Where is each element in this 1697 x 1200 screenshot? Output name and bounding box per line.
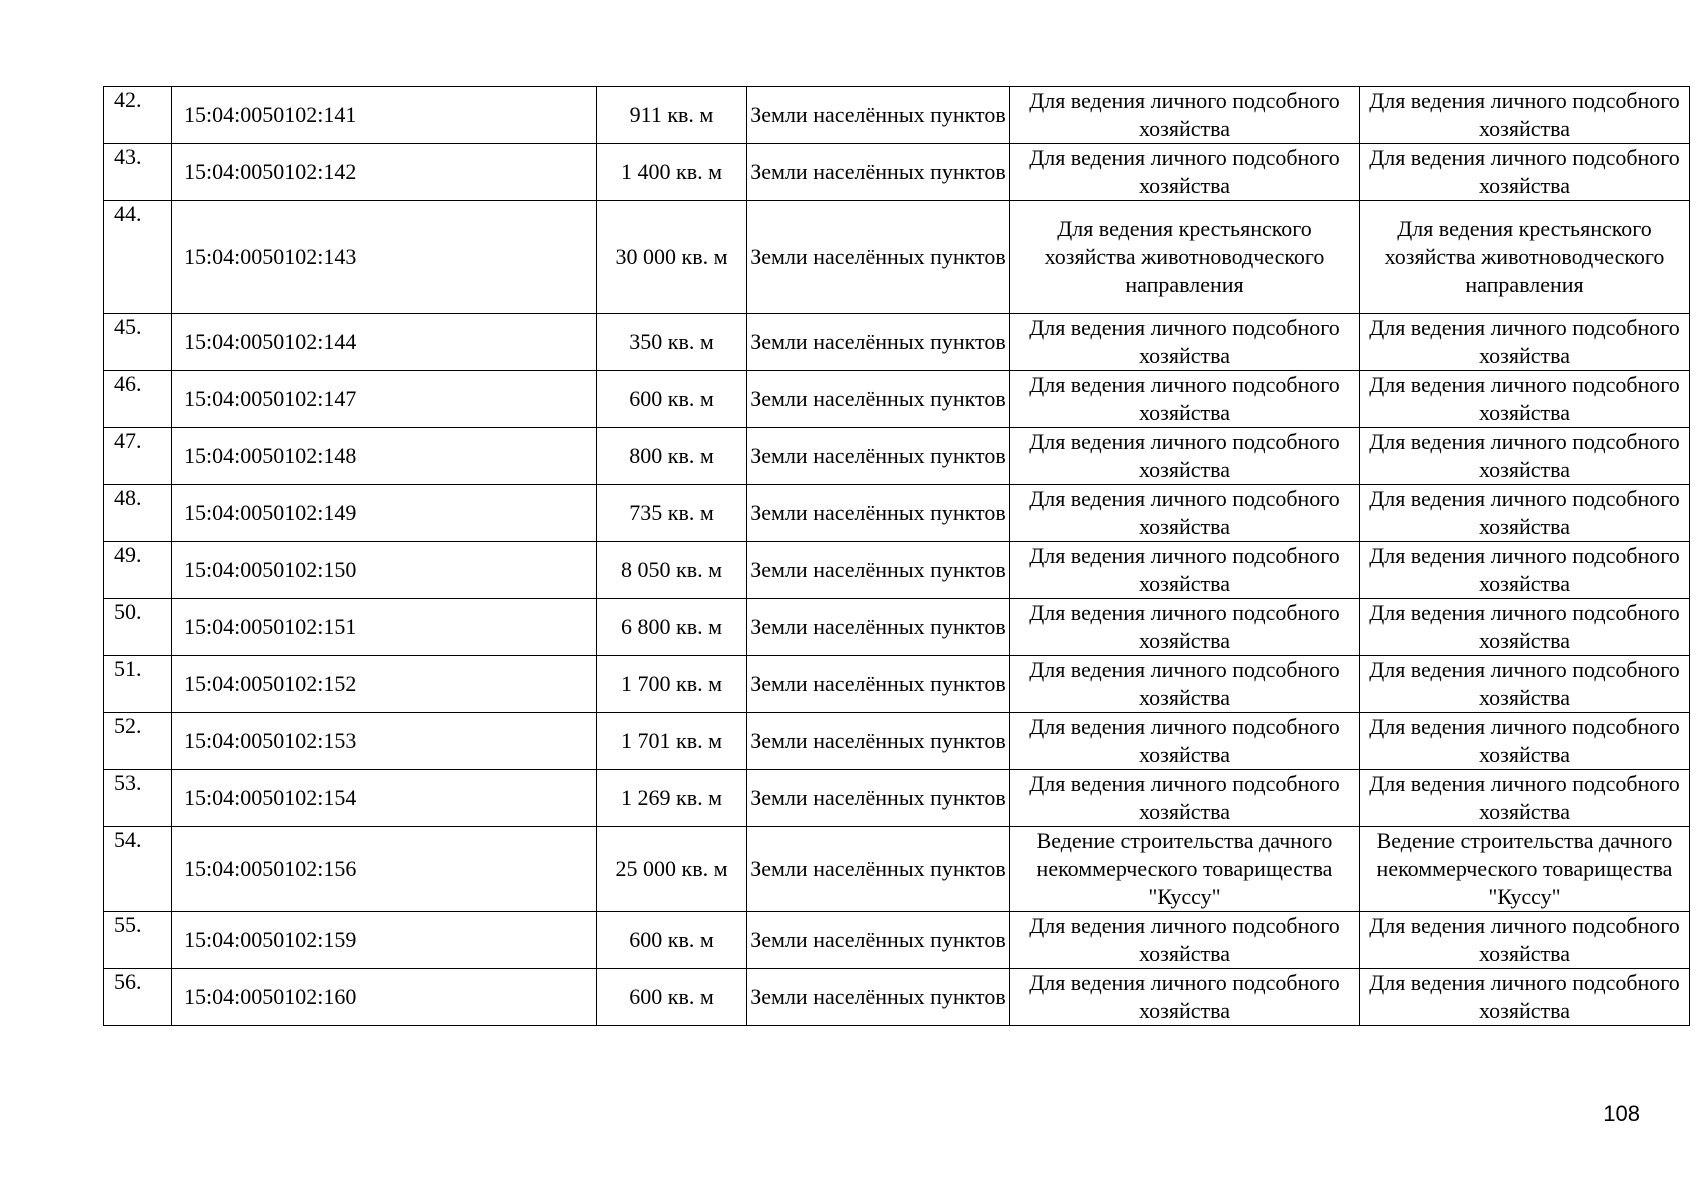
cadastral-number-cell: 15:04:0050102:148: [172, 428, 597, 485]
permitted-use-cell: Для ведения личного подсобного хозяйства: [1010, 542, 1360, 599]
page-number: 108: [1603, 1101, 1640, 1126]
land-category-cell: Земли населённых пунктов: [747, 371, 1010, 428]
area-cell: 8 050 кв. м: [597, 542, 747, 599]
land-category-cell: Земли населённых пунктов: [747, 144, 1010, 201]
table-row: [104, 599, 1690, 656]
row-number-cell: 47.: [104, 428, 172, 485]
actual-use-cell: Для ведения личного подсобного хозяйства: [1360, 87, 1690, 144]
actual-use-cell: Для ведения личного подсобного хозяйства: [1360, 656, 1690, 713]
actual-use-cell: Для ведения личного подсобного хозяйства: [1360, 371, 1690, 428]
actual-use-cell: Ведение строительства дачного некоммерческого товарищества "Куссу": [1360, 827, 1690, 912]
row-number-cell: 50.: [104, 599, 172, 656]
permitted-use-cell: Для ведения личного подсобного хозяйства: [1010, 144, 1360, 201]
land-category-cell: Земли населённых пунктов: [747, 201, 1010, 314]
permitted-use-cell: Для ведения личного подсобного хозяйства: [1010, 770, 1360, 827]
area-cell: 350 кв. м: [597, 314, 747, 371]
table-row: [104, 770, 1690, 827]
permitted-use-cell: Для ведения личного подсобного хозяйства: [1010, 371, 1360, 428]
row-number-cell: 44.: [104, 201, 172, 314]
actual-use-cell: Для ведения личного подсобного хозяйства: [1360, 912, 1690, 969]
land-category-cell: Земли населённых пунктов: [747, 969, 1010, 1026]
row-number-cell: 49.: [104, 542, 172, 599]
area-cell: 600 кв. м: [597, 371, 747, 428]
cadastral-number-cell: 15:04:0050102:153: [172, 713, 597, 770]
actual-use-cell: Для ведения личного подсобного хозяйства: [1360, 770, 1690, 827]
land-category-cell: Земли населённых пунктов: [747, 770, 1010, 827]
table-row: [104, 87, 1690, 144]
cadastral-number-cell: 15:04:0050102:150: [172, 542, 597, 599]
area-cell: 6 800 кв. м: [597, 599, 747, 656]
permitted-use-cell: Для ведения личного подсобного хозяйства: [1010, 656, 1360, 713]
permitted-use-cell: Для ведения личного подсобного хозяйства: [1010, 599, 1360, 656]
row-number-cell: 51.: [104, 656, 172, 713]
land-category-cell: Земли населённых пунктов: [747, 713, 1010, 770]
cadastral-number-cell: 15:04:0050102:149: [172, 485, 597, 542]
cadastral-number-cell: 15:04:0050102:160: [172, 969, 597, 1026]
actual-use-cell: Для ведения личного подсобного хозяйства: [1360, 713, 1690, 770]
table-row: [104, 912, 1690, 969]
table-row: [104, 969, 1690, 1026]
land-category-cell: Земли населённых пунктов: [747, 656, 1010, 713]
table-row: [104, 656, 1690, 713]
row-number-cell: 55.: [104, 912, 172, 969]
cadastral-number-cell: 15:04:0050102:141: [172, 87, 597, 144]
table-row: [104, 713, 1690, 770]
actual-use-cell: Для ведения личного подсобного хозяйства: [1360, 969, 1690, 1026]
land-category-cell: Земли населённых пунктов: [747, 912, 1010, 969]
row-number-cell: 54.: [104, 827, 172, 912]
cadastral-number-cell: 15:04:0050102:152: [172, 656, 597, 713]
actual-use-cell: Для ведения личного подсобного хозяйства: [1360, 314, 1690, 371]
permitted-use-cell: Для ведения крестьянского хозяйства животноводческого направления: [1010, 201, 1360, 314]
area-cell: 1 701 кв. м: [597, 713, 747, 770]
permitted-use-cell: Для ведения личного подсобного хозяйства: [1010, 969, 1360, 1026]
land-category-cell: Земли населённых пунктов: [747, 428, 1010, 485]
area-cell: 600 кв. м: [597, 969, 747, 1026]
table-row: [104, 542, 1690, 599]
table-row: [104, 201, 1690, 314]
land-category-cell: Земли населённых пунктов: [747, 314, 1010, 371]
row-number-cell: 53.: [104, 770, 172, 827]
actual-use-cell: Для ведения личного подсобного хозяйства: [1360, 144, 1690, 201]
permitted-use-cell: Для ведения личного подсобного хозяйства: [1010, 912, 1360, 969]
area-cell: 1 269 кв. м: [597, 770, 747, 827]
land-plots-table: [103, 86, 1690, 1026]
cadastral-number-cell: 15:04:0050102:159: [172, 912, 597, 969]
cadastral-number-cell: 15:04:0050102:147: [172, 371, 597, 428]
actual-use-cell: Для ведения крестьянского хозяйства животноводческого направления: [1360, 201, 1690, 314]
permitted-use-cell: Для ведения личного подсобного хозяйства: [1010, 87, 1360, 144]
cadastral-number-cell: 15:04:0050102:154: [172, 770, 597, 827]
table-row: [104, 485, 1690, 542]
table-row: [104, 144, 1690, 201]
table-row: [104, 314, 1690, 371]
row-number-cell: 45.: [104, 314, 172, 371]
land-category-cell: Земли населённых пунктов: [747, 87, 1010, 144]
area-cell: 30 000 кв. м: [597, 201, 747, 314]
row-number-cell: 42.: [104, 87, 172, 144]
cadastral-number-cell: 15:04:0050102:156: [172, 827, 597, 912]
row-number-cell: 43.: [104, 144, 172, 201]
actual-use-cell: Для ведения личного подсобного хозяйства: [1360, 599, 1690, 656]
cadastral-number-cell: 15:04:0050102:143: [172, 201, 597, 314]
row-number-cell: 46.: [104, 371, 172, 428]
table-body: [104, 87, 1690, 1026]
table-row: [104, 428, 1690, 485]
permitted-use-cell: Для ведения личного подсобного хозяйства: [1010, 314, 1360, 371]
area-cell: 911 кв. м: [597, 87, 747, 144]
area-cell: 600 кв. м: [597, 912, 747, 969]
cadastral-number-cell: 15:04:0050102:151: [172, 599, 597, 656]
row-number-cell: 56.: [104, 969, 172, 1026]
permitted-use-cell: Для ведения личного подсобного хозяйства: [1010, 428, 1360, 485]
land-category-cell: Земли населённых пунктов: [747, 485, 1010, 542]
permitted-use-cell: Для ведения личного подсобного хозяйства: [1010, 713, 1360, 770]
area-cell: 1 400 кв. м: [597, 144, 747, 201]
land-category-cell: Земли населённых пунктов: [747, 542, 1010, 599]
actual-use-cell: Для ведения личного подсобного хозяйства: [1360, 428, 1690, 485]
cadastral-number-cell: 15:04:0050102:142: [172, 144, 597, 201]
land-category-cell: Земли населённых пунктов: [747, 599, 1010, 656]
row-number-cell: 52.: [104, 713, 172, 770]
area-cell: 800 кв. м: [597, 428, 747, 485]
cadastral-number-cell: 15:04:0050102:144: [172, 314, 597, 371]
area-cell: 25 000 кв. м: [597, 827, 747, 912]
area-cell: 1 700 кв. м: [597, 656, 747, 713]
row-number-cell: 48.: [104, 485, 172, 542]
table-row: [104, 827, 1690, 912]
area-cell: 735 кв. м: [597, 485, 747, 542]
land-category-cell: Земли населённых пунктов: [747, 827, 1010, 912]
permitted-use-cell: Для ведения личного подсобного хозяйства: [1010, 485, 1360, 542]
actual-use-cell: Для ведения личного подсобного хозяйства: [1360, 542, 1690, 599]
table-row: [104, 371, 1690, 428]
actual-use-cell: Для ведения личного подсобного хозяйства: [1360, 485, 1690, 542]
permitted-use-cell: Ведение строительства дачного некоммерческого товарищества "Куссу": [1010, 827, 1360, 912]
